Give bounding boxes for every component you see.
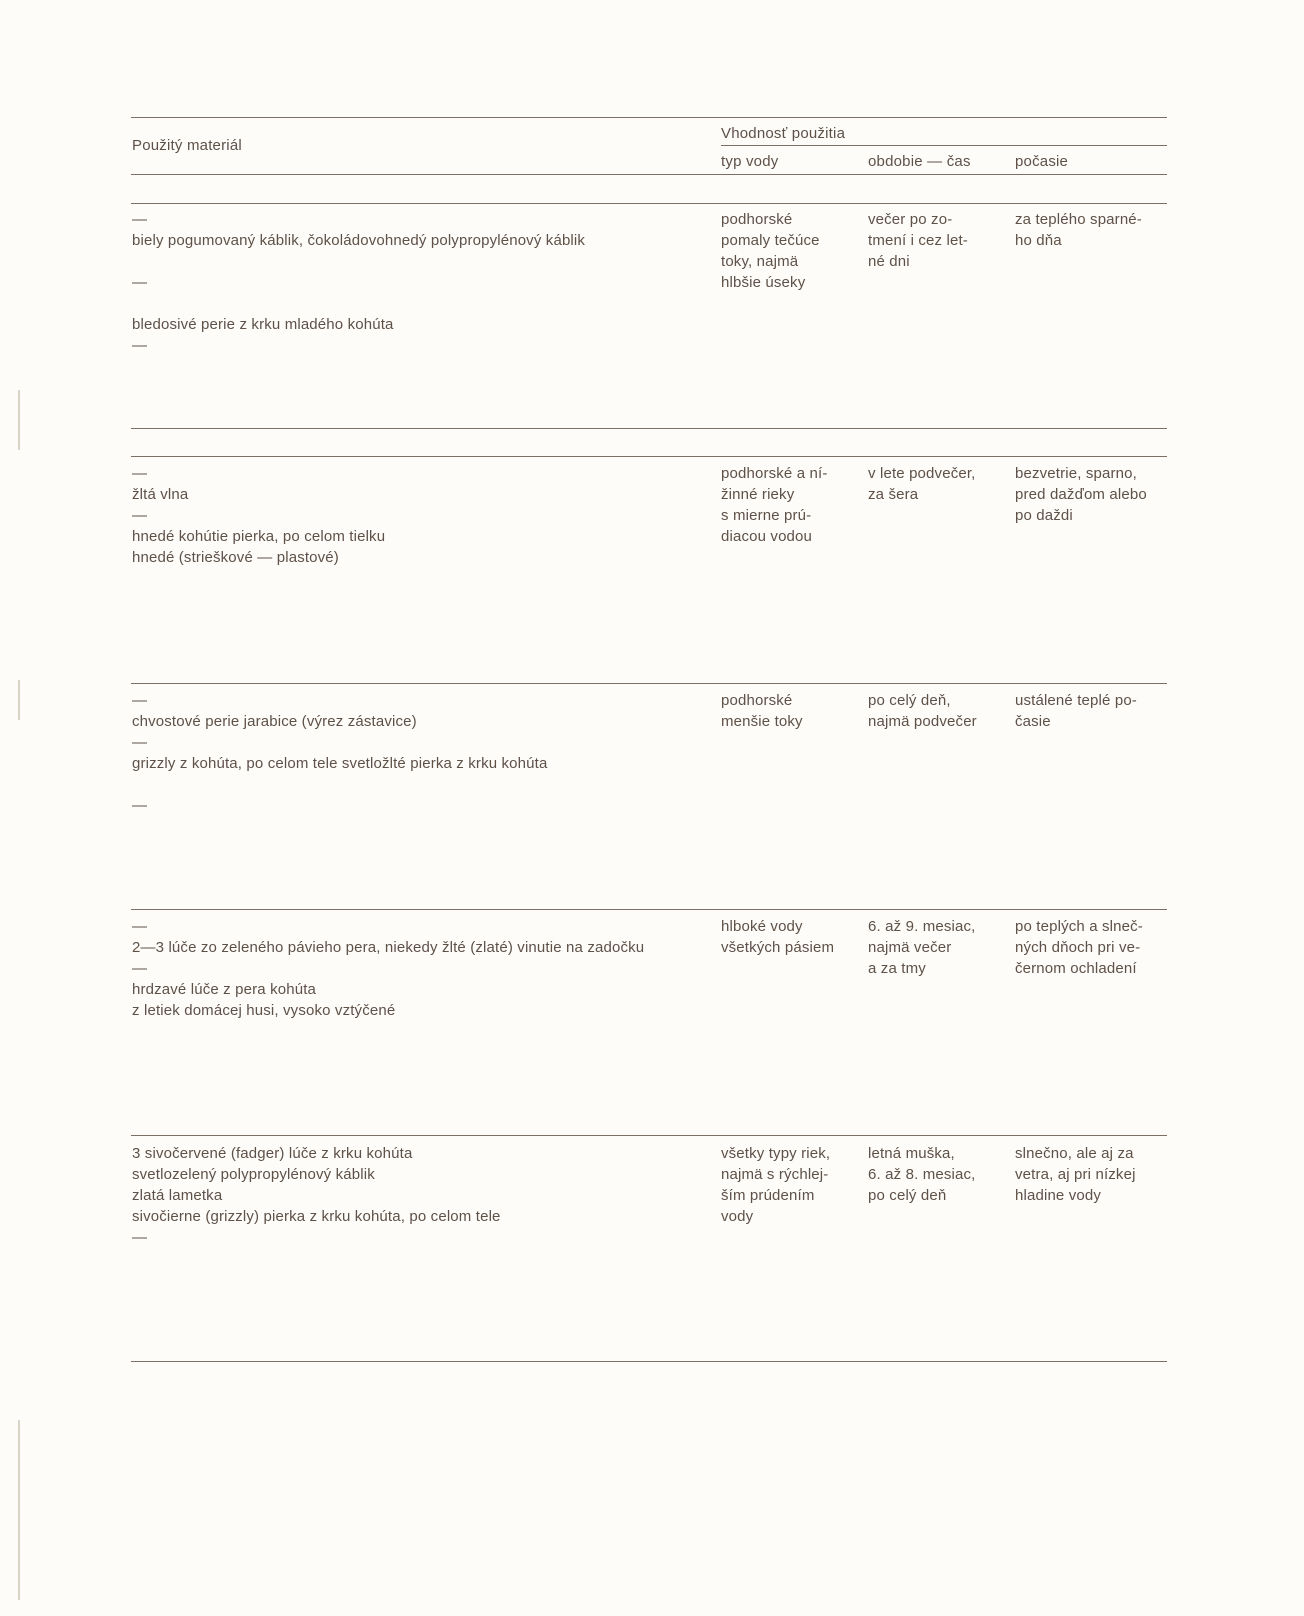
material-line: — [132,797,148,814]
table-row-material [132,690,547,816]
material-line [132,251,585,272]
time-line: po celý deň, [868,692,951,709]
table-row-water-type [721,690,803,732]
table-row-weather [1015,1143,1136,1206]
weather-line: ných dňoch pri ve- [1015,939,1141,956]
material-line: chvostové perie jarabice (výrez zástavice) [132,713,417,730]
material-line [132,293,585,314]
scan-edge-mark [18,1420,20,1600]
column-header-period-time: obdobie — čas [868,153,971,170]
table-row-period-time [868,916,975,979]
time-line: večer po zo- [868,211,953,228]
material-line: — [132,734,148,751]
weather-line: slnečno, ale aj za [1015,1145,1134,1162]
material-line: — [132,337,148,354]
section-rule [131,683,1167,684]
time-line: a za tmy [868,960,926,977]
weather-line: ho dňa [1015,232,1062,249]
table-row-water-type [721,916,834,958]
weather-line: vetra, aj pri nízkej [1015,1166,1136,1183]
section-rule [131,1135,1167,1136]
material-line: grizzly z kohúta, po celom tele svetložlté pierka z krku kohúta [132,755,548,772]
material-line: svetlozelený polypropylénový káblik [132,1166,375,1183]
time-line: po celý deň [868,1187,947,1204]
weather-line: černom ochladení [1015,960,1137,977]
time-line: za šera [868,486,919,503]
table-row-period-time [868,1143,975,1206]
weather-line: za teplého sparné- [1015,211,1142,228]
material-line: — [132,692,148,709]
water-line: žinné rieky [721,486,795,503]
time-line: najmä večer [868,939,952,956]
material-line: — [132,918,148,935]
time-line: letná muška, [868,1145,955,1162]
table-row-period-time [868,209,968,272]
time-line: tmení i cez let- [868,232,968,249]
section-rule [131,456,1167,457]
material-line: hnedé (strieškové — plastové) [132,549,339,566]
column-header-suitability: Vhodnosť použitia [721,125,846,142]
water-line: všetky typy riek, [721,1145,831,1162]
table-row-material [132,209,585,356]
material-line: žltá vlna [132,486,189,503]
time-line: najmä podvečer [868,713,977,730]
weather-line: po teplých a slneč- [1015,918,1143,935]
weather-line: pred dažďom alebo [1015,486,1147,503]
water-line: hlbšie úseky [721,274,806,291]
water-line: všetkých pásiem [721,939,835,956]
scan-edge-mark [18,680,20,720]
column-header-water-type: typ vody [721,153,779,170]
material-line: 2—3 lúče zo zeleného pávieho pera, niekedy žlté (zlaté) vinutie na zadočku [132,939,645,956]
material-line: — [132,465,148,482]
material-line: z letiek domácej husi, vysoko vztýčené [132,1002,396,1019]
water-line: najmä s rýchlej- [721,1166,829,1183]
weather-line: ustálené teplé po- [1015,692,1137,709]
water-line: ším prúdením [721,1187,815,1204]
weather-line: hladine vody [1015,1187,1102,1204]
water-line: toky, najmä [721,253,799,270]
table-row-weather [1015,209,1142,251]
material-line: — [132,960,148,977]
water-line: pomaly tečúce [721,232,820,249]
material-line: zlatá lametka [132,1187,223,1204]
table-row-water-type [721,463,827,547]
table-row-water-type [721,209,820,293]
material-line: 3 sivočervené (fadger) lúče z krku kohúta [132,1145,413,1162]
time-line: 6. až 9. mesiac, [868,918,976,935]
material-line [132,774,547,795]
section-rule [131,909,1167,910]
water-line: podhorské [721,692,793,709]
table-row-period-time [868,690,977,732]
time-line: 6. až 8. mesiac, [868,1166,976,1183]
column-header-weather: počasie [1015,153,1069,170]
material-line: bledosivé perie z krku mladého kohúta [132,316,394,333]
scan-edge-mark [18,390,20,450]
material-line: sivočierne (grizzly) pierka z krku kohúta, po celom tele [132,1208,501,1225]
water-line: podhorské [721,211,793,228]
table-row-weather [1015,463,1147,526]
table-bottom-rule [131,1361,1167,1362]
table-row-period-time [868,463,975,505]
weather-line: po daždi [1015,507,1073,524]
section-rule [131,203,1167,204]
water-line: diacou vodou [721,528,813,545]
water-line: podhorské a ní- [721,465,828,482]
header-bottom-rule [131,174,1167,175]
water-line: hlboké vody [721,918,803,935]
column-header-material: Použitý materiál [132,137,242,154]
suitability-rule [721,145,1167,146]
material-line: — [132,1229,148,1246]
material-line: — [132,211,148,228]
water-line: menšie toky [721,713,803,730]
time-line: né dni [868,253,910,270]
weather-line: časie [1015,713,1051,730]
section-rule [131,428,1167,429]
table-top-rule [131,117,1167,118]
material-line: biely pogumovaný káblik, čokoládovohnedý polypropylénový káblik [132,232,586,249]
material-line: hrdzavé lúče z pera kohúta [132,981,317,998]
table-row-weather [1015,690,1137,732]
table-row-material [132,916,644,1021]
table-row-material [132,463,385,568]
table-row-water-type [721,1143,830,1227]
weather-line: bezvetrie, sparno, [1015,465,1137,482]
material-line: — [132,274,148,291]
material-line: hnedé kohútie pierka, po celom tielku [132,528,386,545]
time-line: v lete podvečer, [868,465,976,482]
water-line: s mierne prú- [721,507,812,524]
material-line: — [132,507,148,524]
table-row-weather [1015,916,1143,979]
table-row-material [132,1143,501,1248]
water-line: vody [721,1208,754,1225]
